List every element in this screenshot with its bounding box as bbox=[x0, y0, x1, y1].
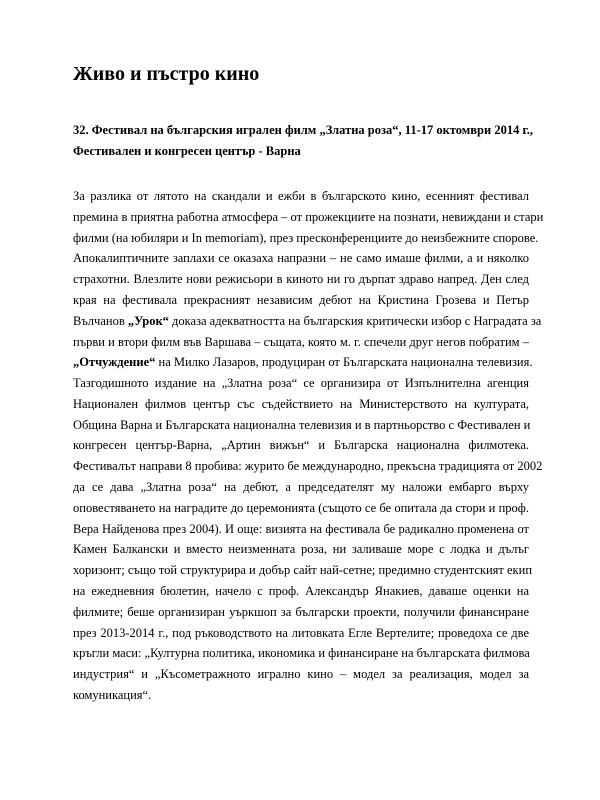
paragraph-line bbox=[73, 352, 533, 373]
film-title-otchuzhdenie: „Отчуждение“ bbox=[73, 355, 156, 370]
paragraph-line: Вера Найденова през 2004). И още: визията на фестивала бе радикално променена от bbox=[73, 521, 529, 536]
paragraph-line: първи и втори филм във Варшава – същата, която м. г. спечели друг негов побратим – bbox=[73, 334, 529, 349]
paragraph-line: хоризонт; също той структурира и добър сайт най-сетне; предимно студентският екип bbox=[73, 563, 533, 578]
paragraph-line: Община Варна и Българската национална телевизия и в партньорство с Фестивален и bbox=[73, 417, 531, 432]
festival-subtitle bbox=[73, 120, 533, 162]
paragraph-line: филми (на юбиляри и In memoriam), през пресконференциите до неизбежните спорове. bbox=[73, 230, 539, 245]
paragraph-1 bbox=[73, 186, 544, 373]
paragraph-line: на ежедневния бюлетин, начело с проф. Александър Янакиев, даваше оценки на bbox=[73, 583, 529, 598]
paragraph-line bbox=[73, 311, 542, 332]
subtitle-line: 32. Фестивал на българския игрален филм „Златна роза“, 11-17 октомври 2014 г., bbox=[73, 123, 533, 137]
paragraph-line: да се дава „Златна роза“ на дебют, а председателят му наложи ембарго върху bbox=[73, 479, 529, 494]
paragraph-line: през 2013-2014 г., под ръководството на литовката Егле Вертелите; проведоха се две bbox=[73, 625, 529, 640]
paragraph-line: премина в приятна работна атмосфера – от прожекциите на познати, невиждани и стари bbox=[73, 209, 544, 224]
page-title: Живо и пъстро кино bbox=[73, 63, 260, 85]
paragraph-line: конгресен център-Варна, „Артин вижън“ и Българска национална филмотека. bbox=[73, 438, 529, 453]
line-text: доказа адекватността на българския критически избор с Наградата за bbox=[168, 313, 542, 328]
paragraph-2 bbox=[73, 373, 543, 706]
paragraph-line: Апокалиптичните заплахи се оказаха напразни – не само имаше филми, а и няколко bbox=[73, 251, 529, 266]
paragraph-line: края на фестивала прекрасният независим дебют на Кристина Грозева и Петър bbox=[73, 292, 529, 307]
paragraph-line: индустрия“ и „Късометражното игрално кино – модел за реализация, модел за bbox=[73, 667, 529, 682]
paragraph-line: Национален филмов център със съдействието на Министерството на културата, bbox=[73, 396, 529, 411]
paragraph-line: страхотни. Влезлите нови режисьори в киното ни го дърпат здраво напред. Ден след bbox=[73, 272, 529, 287]
paragraph-line: филмите; беше организиран уъркшоп за български проекти, получили финансиране bbox=[73, 604, 529, 619]
paragraph-line: За разлика от лятото на скандали и ежби в българското кино, есенният фестивал bbox=[73, 189, 529, 203]
paragraph-line: Тазгодишното издание на „Златна роза“ се организира от Изпълнителна агенция bbox=[73, 376, 529, 390]
line-text: на Милко Лазаров, продуциран от Българската национална телевизия. bbox=[155, 355, 533, 370]
line-text: Вълчанов bbox=[73, 313, 128, 328]
paragraph-line: Камен Балкански и вместо неизменната роза, ни заливаше море с лодка и дълъг bbox=[73, 542, 529, 557]
paragraph-line: кръгли маси: „Културна политика, икономика и финансиране на българската филмова bbox=[73, 646, 530, 661]
film-title-urok: „Урок“ bbox=[127, 313, 169, 328]
paragraph-line: Фестивалът направи 8 пробива: журито бе международно, прекъсна традицията от 2002 bbox=[73, 459, 543, 474]
paragraph-line: комуникация“. bbox=[73, 687, 152, 702]
paragraph-line: оповестяването на наградите до церемонията (същото се бе опитала да стори и проф. bbox=[73, 500, 529, 515]
subtitle-line: Фестивален и конгресен център - Варна bbox=[73, 144, 301, 158]
